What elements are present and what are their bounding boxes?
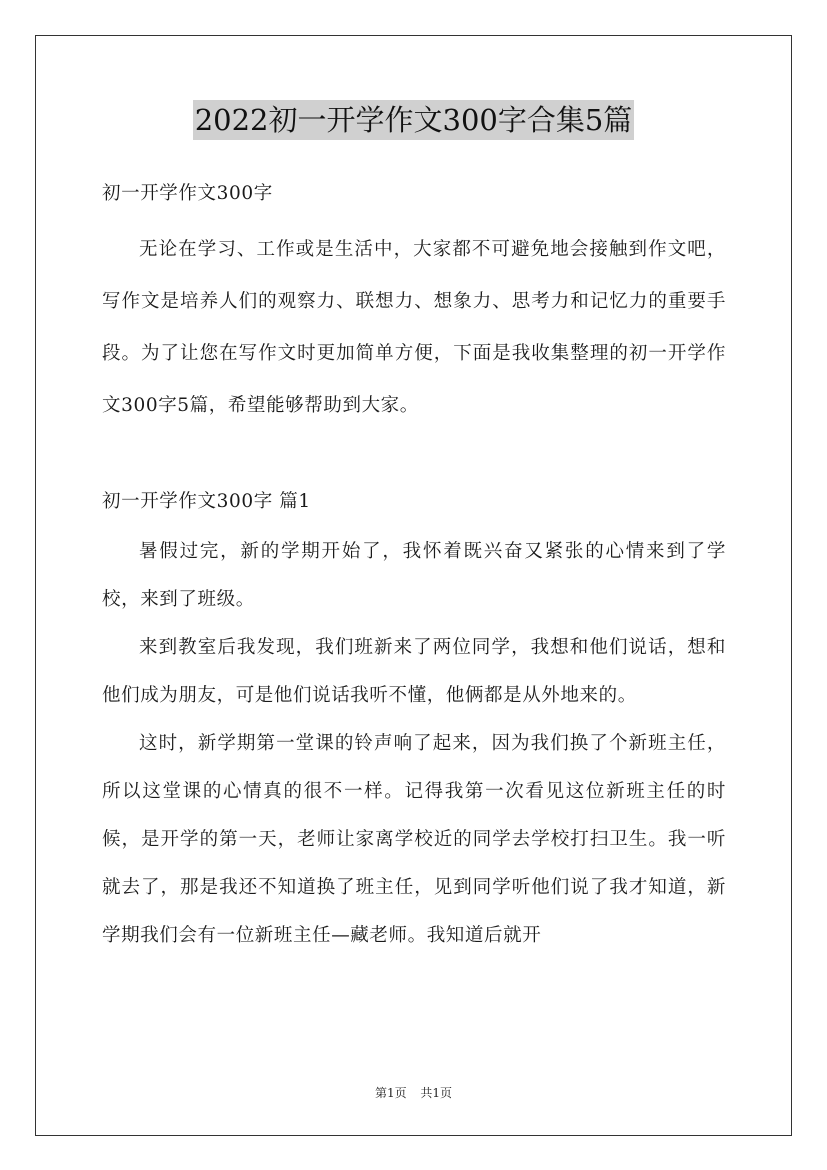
- intro-paragraph: 无论在学习、工作或是生活中，大家都不可避免地会接触到作文吧，写作文是培养人们的观察力、联想力、想象力、思考力和记忆力的重要手段。为了让您在写作文时更加简单方便，下面是我收集整理的初一开学作文300字5篇，希望能够帮助到大家。: [102, 239, 726, 416]
- spacer: [102, 214, 726, 224]
- body-paragraph: 暑假过完，新的学期开始了，我怀着既兴奋又紧张的心情来到了学校，来到了班级。: [102, 541, 726, 610]
- page-footer: [0, 1084, 827, 1101]
- page-total: 共1页: [420, 1086, 453, 1100]
- spacer: [102, 432, 726, 482]
- section-heading: 初一开学作文300字 篇1: [102, 491, 311, 512]
- document-title: 2022初一开学作文300字合集5篇: [193, 100, 635, 140]
- document-body: [102, 174, 726, 960]
- body-paragraph: 来到教室后我发现，我们班新来了两位同学，我想和他们说话，想和他们成为朋友，可是他们说话我听不懂，他俩都是从外地来的。: [102, 637, 726, 706]
- page-number: 第1页: [374, 1086, 407, 1100]
- title-container: [0, 100, 827, 140]
- body-paragraph: 这时，新学期第一堂课的铃声响了起来，因为我们换了个新班主任，所以这堂课的心情真的很不一样。记得我第一次看见这位新班主任的时候，是开学的第一天，老师让家离学校近的同学去学校打扫卫生。我一听就去了，那是我还不知道换了班主任，见到同学听他们说了我才知道，新学期我们会有一位新班主任—藏老师。我知道后就开: [102, 733, 726, 946]
- intro-heading: 初一开学作文300字: [102, 183, 273, 204]
